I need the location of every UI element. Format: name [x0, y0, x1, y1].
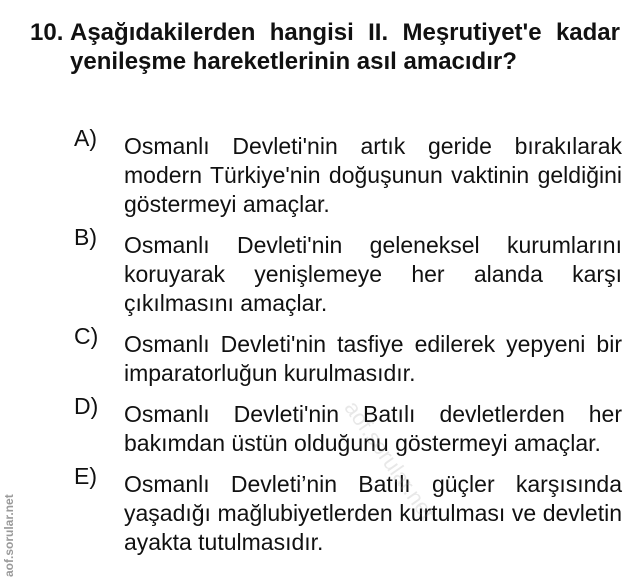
option-d — [74, 393, 622, 458]
center-watermark: aof.sorular.net — [339, 396, 440, 525]
question-number: 10. — [30, 19, 64, 46]
option-b — [74, 224, 622, 318]
option-c-letter: C) — [74, 323, 99, 349]
answer-options — [74, 125, 622, 565]
question-block — [30, 18, 620, 76]
question-stem — [30, 18, 620, 76]
side-watermark-text: aof.sorular.net — [2, 494, 16, 577]
option-e-letter: E) — [74, 463, 97, 489]
option-c — [74, 323, 622, 388]
side-watermark — [2, 477, 18, 577]
option-d-letter: D) — [74, 393, 99, 419]
option-b-text: Osmanlı Devleti'nin geleneksel kurumlarını koruyarak yenişlemeye her alanda karşı çıkılmasını amaçlar. — [124, 232, 622, 316]
option-a-text: Osmanlı Devleti'nin artık geride bırakılarak modern Türkiye'nin doğuşunun vaktinin geldiğini göstermeyi amaçlar. — [124, 133, 622, 217]
option-d-text: Osmanlı Devleti'nin Batılı devletlerden her bakımdan üstün olduğunu göstermeyi amaçlar. — [124, 401, 622, 456]
option-a — [74, 125, 622, 219]
option-e — [74, 463, 622, 557]
option-b-letter: B) — [74, 224, 97, 250]
option-c-text: Osmanlı Devleti'nin tasfiye edilerek yepyeni bir imparatorluğun kurulmasıdır. — [124, 331, 622, 386]
option-e-text: Osmanlı Devleti’nin Batılı güçler karşısında yaşadığı mağlubiyetlerden kurtulması ve devletin ayakta tutulmasıdır. — [124, 471, 622, 555]
question-text: Aşağıdakilerden hangisi II. Meşrutiyet'e kadar yenileşme hareketlerinin asıl amacıdır? — [70, 19, 620, 75]
option-a-letter: A) — [74, 125, 97, 151]
